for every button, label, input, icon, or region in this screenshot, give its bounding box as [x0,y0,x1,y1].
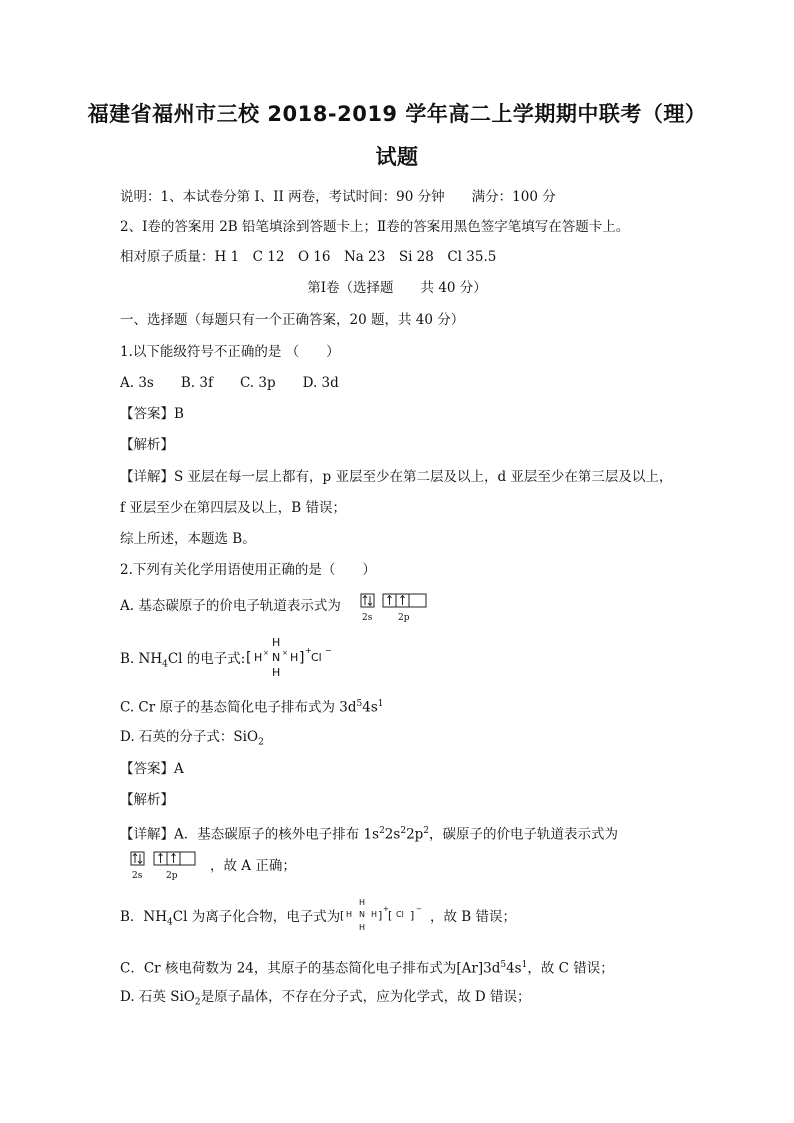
question-1-answer: 【答案】B [120,406,184,422]
detail-atom-n: N [359,910,365,919]
instruction-note-2: 2、Ⅰ卷的答案用 2B 铅笔填涂到答题卡上；Ⅱ卷的答案用黑色签字笔填写在答题卡上。 [120,219,630,235]
question-1-detail-2: f 亚层至少在第四层及以上，B 错误； [120,500,346,516]
atomic-mass-line: 相对原子质量：H 1 C 12 O 16 Na 23 Si 28 Cl 35.5 [120,249,497,265]
detail-b-mid: Cl 为离子化合物，电子式为 [172,909,341,925]
detail-b-sub: 4 [167,917,173,928]
detail-c-end: ，故 C 错误； [527,960,614,977]
atom-h-right: H [290,651,299,664]
option-a-text: A. 基态碳原子的价电子轨道表示式为 [120,598,341,614]
question-1-analysis-head: 【解析】 [120,437,174,453]
detail-bracket-left-2: [ [388,909,393,922]
detail-atom-h-left: H [346,910,353,919]
detail-c-sup2: 1 [521,960,528,970]
question-2-detail-b-end: ，故 B 错误； [430,909,517,925]
sup-2p: 2 [423,826,430,836]
ec-2s: 2s [384,826,401,843]
orbital-label-2p-detail: 2p [166,871,178,881]
detail-c-prefix: C．Cr 核电荷数为 24，其原子的基态简化电子排布式为[Ar]3d [120,960,501,977]
detail-d-prefix: D. 石英 SiO [120,989,195,1005]
question-1-options: A. 3s B. 3f C. 3p D. 3d [120,375,339,391]
atom-cl: Cl [311,651,322,664]
part-title: 一、选择题（每题只有一个正确答案，20 题，共 40 分） [120,312,465,328]
detail-c-mid: 4s [506,960,522,977]
question-2-answer: 【答案】A [120,761,184,777]
sup-2s: 2 [400,826,407,836]
detail-bracket-right-2: ] [410,909,415,922]
question-2-analysis-head: 【解析】 [120,792,174,808]
option-b-sub: 4 [162,659,168,670]
charge-minus: − [325,646,332,655]
detail-bracket-right: ] [378,909,383,922]
ec-2p: 2p [406,826,424,843]
question-2-stem: 2.下列有关化学用语使用正确的是（ ） [120,562,376,578]
question-1-detail-1: 【详解】S 亚层在每一层上都有，p 亚层至少在第二层及以上，d 亚层至少在第三层及以上， [120,469,673,485]
question-2-option-c [120,695,384,717]
detail-d-end: 是原子晶体，不存在分子式，应为化学式，故 D 错误； [200,989,531,1005]
option-c-mid: 4s [362,699,378,716]
orbital-label-2s: 2s [362,613,373,623]
option-d-sub: 2 [258,737,264,748]
electron-cross-2: × [282,649,288,657]
question-2-option-d [120,728,264,752]
question-2-detail-a-end: ，故 A 正确； [210,858,296,874]
question-2-detail-c [120,956,614,978]
atom-n: N [272,651,281,664]
charge-plus: + [305,646,312,655]
electron-formula-detail-b [340,898,430,938]
question-1-summary: 综上所述，本题选 B。 [120,531,256,547]
question-2-detail-b [120,908,340,932]
detail-charge-minus: − [416,905,422,913]
detail-b-prefix: B．NH [120,909,168,925]
detail-d-sub: 2 [194,997,201,1008]
bracket-left: [ [246,650,252,666]
option-c-sup1: 5 [356,699,363,709]
detail-atom-h-bottom: H [359,923,366,932]
atom-h-bottom: H [272,666,281,679]
option-c-prefix: C. Cr 原子的基态简化电子排布式为 3d [120,699,357,716]
question-2-option-a [120,597,341,615]
orbital-diagram-detail [130,851,210,883]
detail-atom-h-top: H [359,898,366,907]
option-b-suffix: Cl 的电子式: [167,651,246,667]
bracket-right: ] [299,650,305,666]
atom-h-top: H [272,636,281,649]
detail-a-rest: ，碳原子的价电子轨道表示式为 [429,826,619,843]
orbital-diagram-a [360,593,440,623]
detail-a-prefix: 【详解】A．基态碳原子的核外电子排布 1s [120,826,380,843]
question-1-stem: 1.以下能级符号不正确的是 （ ） [120,344,340,360]
question-2-detail-a [120,822,618,844]
detail-charge-plus: + [383,905,389,913]
page-title-line2: 试题 [375,145,419,169]
option-c-sup2: 1 [377,699,384,709]
option-d-prefix: D. 石英的分子式：SiO [120,729,259,745]
electron-formula-b [246,636,346,682]
instruction-note-1: 说明：1、本试卷分第 I、II 两卷，考试时间：90 分钟 满分：100 分 [120,189,556,205]
question-2-option-b [120,650,245,674]
page-title: 福建省福州市三校 2018-2019 学年高二上学期期中联考（理） [87,102,707,126]
atom-h-left: H [254,651,263,664]
orbital-label-2s-detail: 2s [132,871,143,881]
detail-atom-h-right: H [371,910,378,919]
electron-cross: × [263,649,269,657]
sup-1s: 2 [379,826,385,836]
detail-atom-cl: Cl [396,910,404,919]
detail-c-sup1: 5 [500,960,507,970]
detail-bracket-left: [ [340,909,345,922]
option-b-prefix: B. NH [120,651,163,667]
question-2-detail-d [120,988,531,1012]
section-title: 第Ⅰ卷（选择题 共 40 分） [307,280,487,296]
orbital-label-2p: 2p [398,613,410,623]
